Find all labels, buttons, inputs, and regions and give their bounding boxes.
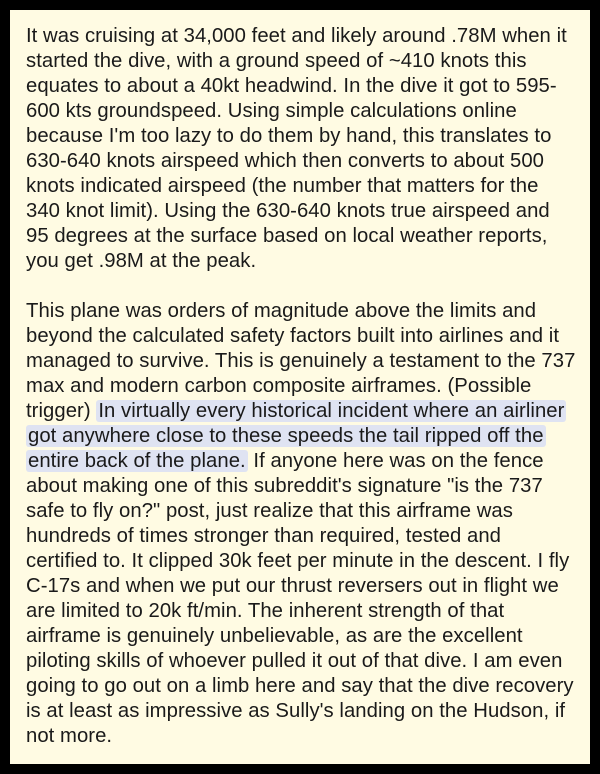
paragraph-2 bbox=[26, 299, 576, 749]
text-card bbox=[10, 10, 590, 764]
paragraph-2-intro: This plane was orders of magnitude above the limits and beyond the calculated safety factors built into airlines and it managed to survive. This is genuinely a testament to the 737 max and modern carbon composite airframes. (Possible trigger) bbox=[26, 300, 576, 422]
paragraph-2-rest: If anyone here was on the fence about making one of this subreddit's signature "is the 737 safe to fly on?" post, just realize that this airframe was hundreds of times stronger than required, tested and certified to. It clipped 30k feet per minute in the descent. I fly C-17s and when we put our thrust reversers out in flight we are limited to 20k ft/min. The inherent strength of that airframe is genuinely unbelievable, as are the excellent piloting skills of whoever pulled it out of that dive. I am even going to go out on a limb here and say that the dive recovery is at least as impressive as Sully's landing on the Hudson, if not more. bbox=[26, 450, 574, 747]
highlighted-sentence: In virtually every historical incident where an airliner got anywhere close to these speeds the tail ripped off the entire back of the plane. bbox=[28, 400, 565, 472]
paragraph-1: It was cruising at 34,000 feet and likely around .78M when it started the dive, with a ground speed of ~410 knots this equates to about a 40kt headwind. In the dive it got to 595-600 kts groundspeed. Using simple calculations online because I'm too lazy to do them by hand, this translates to 630-640 knots airspeed which then converts to about 500 knots indicated airspeed (the number that matters for the 340 knot limit). Using the 630-640 knots true airspeed and 95 degrees at the surface based on local weather reports, you get .98M at the peak. bbox=[26, 25, 567, 272]
